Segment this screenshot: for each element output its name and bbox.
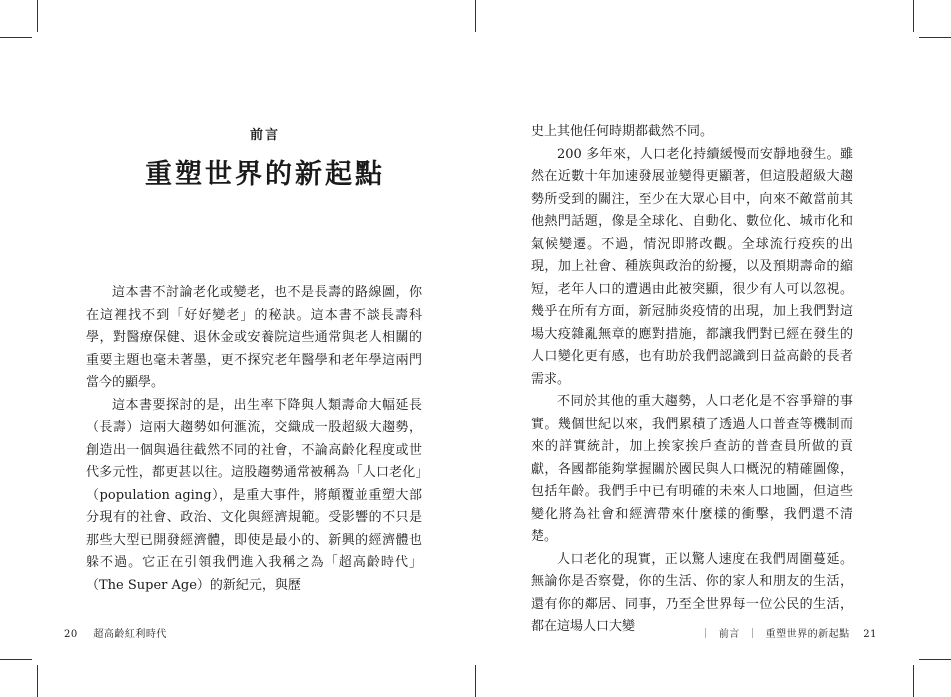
paragraph: 史上其他任何時期都截然不同。 xyxy=(531,124,714,139)
crop-mark xyxy=(475,0,476,32)
crop-mark xyxy=(37,665,38,697)
running-title: 超高齡紅利時代 xyxy=(93,629,167,640)
folio-separator: ｜ xyxy=(700,629,712,640)
folio-separator: ｜ xyxy=(747,629,758,640)
right-page-body xyxy=(531,121,853,639)
running-title: 重塑世界的新起點 xyxy=(765,629,850,640)
paragraph: 這本書要探討的是，出生率下降與人類壽命大幅延長（長壽）這兩大趨勢如何滙流，交織成一股超級大趨勢，創造出一個與過往截然不同的社會，不論高齡化程度或世代多元性，都更甚以往。這股趨勢通常被稱為「人口老化」（population aging），是重大事件，將顛覆並重塑大部分現有的社會、政治、文化與經濟規範。受影響的不只是那些大型已開發經濟體，即使是最小的、新興的經濟體也躲不過。它正在引領我們進入我稱之為「超高齡時代」（The Super Age）的新紀元，與歷 xyxy=(86,397,422,593)
page-number: 21 xyxy=(863,629,877,640)
left-page-footer xyxy=(64,625,167,640)
crop-mark xyxy=(0,659,32,660)
page-number: 20 xyxy=(64,629,78,640)
paragraph: 人口老化的現實，正以驚人速度在我們周圍蔓延。無論你是否察覺，你的生活、你的家人和朋友的生活，還有你的鄰居、同事，乃至全世界每一位公民的生活，都在這場人口大變 xyxy=(531,551,853,634)
crop-mark xyxy=(919,37,951,38)
crop-mark xyxy=(913,665,914,697)
paragraph: 不同於其他的重大趨勢，人口老化是不容爭辯的事實。幾個世紀以來，我們累積了透過人口普查等機制而來的詳實統計，加上挨家挨戶查訪的普查員所做的貢獻，各國都能夠掌握關於國民與人口概況的精確圖像，包括年齡。我們手中已有明確的未來人口地圖，但這些變化將為社會和經濟帶來什麼樣的衝擊，我們還不清楚。 xyxy=(531,394,853,544)
running-section: 前言 xyxy=(718,629,740,640)
chapter-title: 重塑世界的新起點 xyxy=(145,159,385,190)
paragraph: 200 多年來，人口老化持續緩慢而安靜地發生。雖然在近數十年加速發展並變得更顯著，但這股超級大趨勢所受到的關注，至少在大眾心目中，向來不敵當前其他熱門話題，像是全球化、自動化、數位化、城市化和氣候變遷。不過，情況即將改觀。全球流行疫疾的出現，加上社會、種族與政治的紛擾，以及預期壽命的縮短，老年人口的遭遇由此被突顯，很少有人可以忽視。幾乎在所有方面，新冠肺炎疫情的出現，加上我們對這場大疫雜亂無章的應對措施，都讓我們對已經在發生的人口變化更有感，也有助於我們認識到日益高齡的長者需求。 xyxy=(531,146,853,387)
crop-mark xyxy=(913,0,914,32)
crop-mark xyxy=(37,0,38,32)
paragraph: 這本書不討論老化或變老，也不是長壽的路線圖，你在這裡找不到「好好變老」的秘訣。這本書不談長壽科學，對醫療保健、退休金或安養院這些通常與老人相關的重要主題也毫未著墨，更不探究老年醫學和老年學這兩門當今的顯學。 xyxy=(86,285,422,390)
crop-mark xyxy=(0,37,32,38)
chapter-label: 前言 xyxy=(249,128,280,143)
crop-mark xyxy=(919,659,951,660)
right-page-footer xyxy=(697,625,877,640)
crop-mark xyxy=(475,665,476,697)
left-page-body xyxy=(86,282,422,597)
